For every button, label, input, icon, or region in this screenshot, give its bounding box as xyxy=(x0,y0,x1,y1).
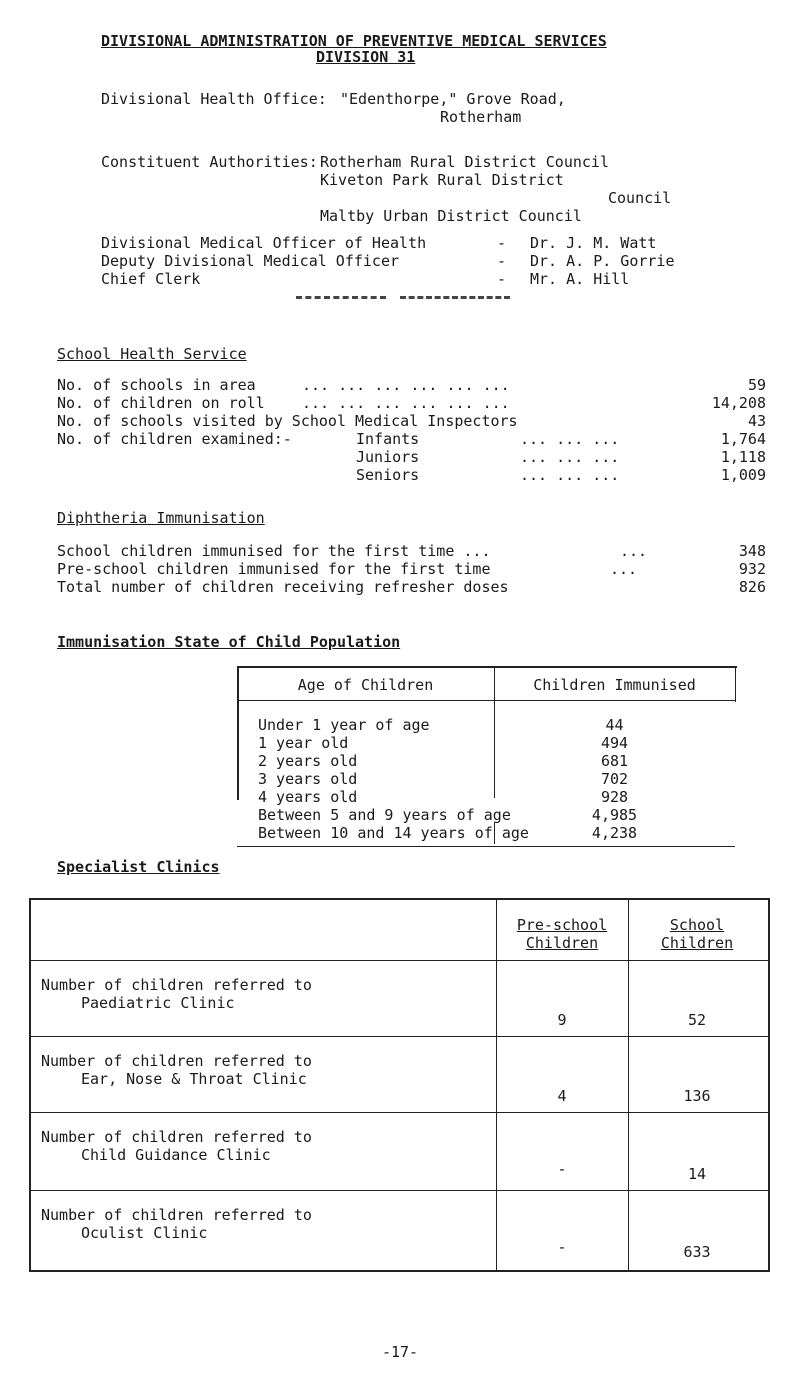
office-label: Divisional Health Office: xyxy=(101,90,327,108)
table-column-divider xyxy=(735,666,736,702)
officer-name: Dr. J. M. Watt xyxy=(530,234,657,252)
clinic-name: Oculist Clinic xyxy=(81,1224,208,1242)
division-subtitle: DIVISION 31 xyxy=(316,48,416,66)
authority-line: Rotherham Rural District Council xyxy=(320,153,609,171)
immunised-cell: 702 xyxy=(600,770,629,788)
authority-line: Council xyxy=(608,189,672,207)
officer-role: Chief Clerk xyxy=(101,270,201,288)
officer-name: Dr. A. P. Gorrie xyxy=(530,252,675,270)
office-address-line1: "Edenthorpe," Grove Road, xyxy=(340,90,566,108)
table-column-divider xyxy=(494,822,495,844)
authority-line: Kiveton Park Rural District xyxy=(320,171,564,189)
stat-label: Seniors xyxy=(356,466,420,484)
authority-line: Maltby Urban District Council xyxy=(320,207,582,225)
stat-label: No. of schools visited by School Medical Inspectors xyxy=(57,412,518,430)
office-address-line2: Rotherham xyxy=(440,108,522,126)
table-header-divider xyxy=(237,700,735,701)
stat-label: Pre-school children immunised for the first time xyxy=(57,560,491,578)
diphtheria-heading: Diphtheria Immunisation xyxy=(57,509,265,527)
officer-role: Divisional Medical Officer of Health xyxy=(101,234,427,252)
school-count: 14 xyxy=(687,1165,707,1183)
officer-dash: - xyxy=(497,252,507,270)
column-header-immunised: Children Immunised xyxy=(533,676,696,694)
stat-value: 59 xyxy=(747,376,766,394)
officer-dash: - xyxy=(497,270,507,288)
table-row-divider xyxy=(29,1036,768,1037)
immunised-cell: 4,238 xyxy=(591,824,638,842)
specialist-heading: Specialist Clinics xyxy=(57,858,220,876)
stat-dots: ... xyxy=(610,560,638,578)
clinic-name: Ear, Nose & Throat Clinic xyxy=(81,1070,307,1088)
preschool-count: 4 xyxy=(557,1087,567,1105)
preschool-count: - xyxy=(557,1238,567,1256)
school-health-heading: School Health Service xyxy=(57,345,247,363)
officer-role: Deputy Divisional Medical Officer xyxy=(101,252,400,270)
age-cell: Between 10 and 14 years of age xyxy=(258,824,529,842)
stat-dots: ... xyxy=(620,542,648,560)
officer-dash: - xyxy=(497,234,507,252)
stat-value: 14,208 xyxy=(711,394,766,412)
clinic-row-label: Number of children referred to xyxy=(41,1128,312,1146)
section-separator xyxy=(296,296,386,299)
preschool-count: - xyxy=(557,1160,567,1178)
immunised-cell: 681 xyxy=(600,752,629,770)
immunised-cell: 4,985 xyxy=(591,806,638,824)
stat-value: 826 xyxy=(738,578,766,596)
column-header-school-line2: Children xyxy=(660,934,734,952)
stat-dots: ... ... ... ... ... ... xyxy=(302,376,510,394)
authorities-label: Constituent Authorities: xyxy=(101,153,318,171)
stat-value: 348 xyxy=(738,542,766,560)
clinic-name: Child Guidance Clinic xyxy=(81,1146,271,1164)
age-cell: Between 5 and 9 years of age xyxy=(258,806,511,824)
stat-label: No. of children on roll xyxy=(57,394,265,412)
table-row-divider xyxy=(29,1112,768,1113)
column-header-school-line1: School xyxy=(669,916,725,934)
stat-label: No. of schools in area xyxy=(57,376,256,394)
column-header-preschool-line2: Children xyxy=(525,934,599,952)
stat-dots: ... ... ... xyxy=(520,466,620,484)
clinic-row-label: Number of children referred to xyxy=(41,976,312,994)
immunisation-state-heading: Immunisation State of Child Population xyxy=(57,633,401,651)
immunised-cell: 494 xyxy=(600,734,629,752)
stat-dots: ... ... ... xyxy=(520,430,620,448)
age-cell: Under 1 year of age xyxy=(258,716,430,734)
page-title: DIVISIONAL ADMINISTRATION OF PREVENTIVE MEDICAL SERVICES xyxy=(101,32,607,50)
section-separator xyxy=(400,296,510,299)
school-count: 633 xyxy=(683,1243,711,1261)
preschool-count: 9 xyxy=(557,1011,567,1029)
stat-dots: ... ... ... xyxy=(520,448,620,466)
clinic-row-label: Number of children referred to xyxy=(41,1052,312,1070)
officer-name: Mr. A. Hill xyxy=(530,270,630,288)
stat-value: 1,764 xyxy=(720,430,766,448)
stat-label: Total number of children receiving refresher doses xyxy=(57,578,509,596)
immunised-cell: 44 xyxy=(605,716,624,734)
age-cell: 1 year old xyxy=(258,734,349,752)
stat-label: Juniors xyxy=(356,448,420,466)
immunised-cell: 928 xyxy=(600,788,629,806)
column-header-age: Age of Children xyxy=(297,676,434,694)
stat-dots: ... ... ... ... ... ... xyxy=(302,394,510,412)
page-number: -17- xyxy=(381,1343,419,1361)
age-cell: 4 years old xyxy=(258,788,358,806)
clinic-name: Paediatric Clinic xyxy=(81,994,235,1012)
school-count: 52 xyxy=(687,1011,707,1029)
stat-label: Infants xyxy=(356,430,420,448)
clinic-row-label: Number of children referred to xyxy=(41,1206,312,1224)
table-row-divider xyxy=(29,1190,768,1191)
table-column-divider xyxy=(496,898,497,1270)
stat-label: School children immunised for the first time ... xyxy=(57,542,491,560)
age-cell: 2 years old xyxy=(258,752,358,770)
school-count: 136 xyxy=(683,1087,711,1105)
table-column-divider xyxy=(628,898,629,1270)
stat-value: 1,009 xyxy=(720,466,766,484)
stat-value: 1,118 xyxy=(720,448,766,466)
stat-value: 932 xyxy=(738,560,766,578)
table-row-divider xyxy=(29,960,768,961)
table-bottom-rule xyxy=(237,846,735,847)
examined-label: No. of children examined:- xyxy=(57,430,292,448)
stat-value: 43 xyxy=(747,412,766,430)
age-cell: 3 years old xyxy=(258,770,358,788)
column-header-preschool-line1: Pre-school xyxy=(516,916,608,934)
